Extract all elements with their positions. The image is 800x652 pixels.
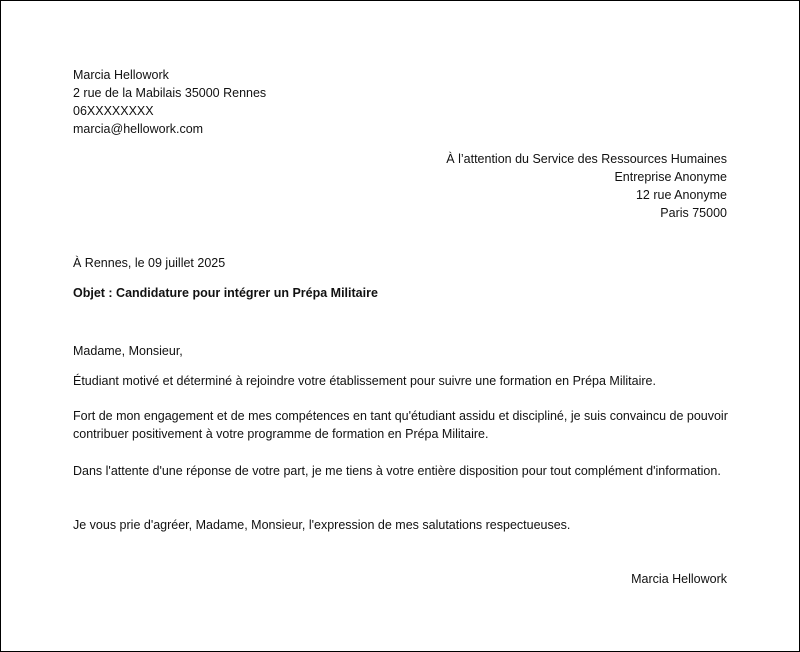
body-paragraph: Dans l'attente d'une réponse de votre part, je me tiens à votre entière disposition pour tout complément d'information. [73,464,721,478]
closing-paragraph: Je vous prie d'agréer, Madame, Monsieur, l'expression de mes salutations respectueuses. [73,518,571,532]
body-paragraph: Étudiant motivé et déterminé à rejoindre votre établissement pour suivre une formation en Prépa Militaire. [73,374,656,388]
sender-block [73,66,266,138]
recipient-attention: À l’attention du Service des Ressources Humaines [446,152,727,166]
recipient-company: Entreprise Anonyme [614,170,727,184]
sender-name: Marcia Hellowork [73,68,169,82]
greeting: Madame, Monsieur, [73,344,183,358]
recipient-street: 12 rue Anonyme [635,188,727,202]
date-line: À Rennes, le 09 juillet 2025 [73,256,226,270]
recipient-block [446,150,727,222]
recipient-city: Paris 75000 [660,206,727,220]
subject-line: Objet : Candidature pour intégrer un Prépa Militaire [73,286,378,300]
body-paragraph: Fort de mon engagement et de mes compétences en tant qu'étudiant assidu et discipliné, je suis convaincu de pouvoir contribuer positivement à votre programme de formation en Prépa Militaire. [73,409,728,441]
signature: Marcia Hellowork [631,572,727,586]
sender-phone: 06XXXXXXXX [73,104,154,118]
sender-email: marcia@hellowork.com [73,122,204,136]
sender-address: 2 rue de la Mabilais 35000 Rennes [73,86,267,100]
